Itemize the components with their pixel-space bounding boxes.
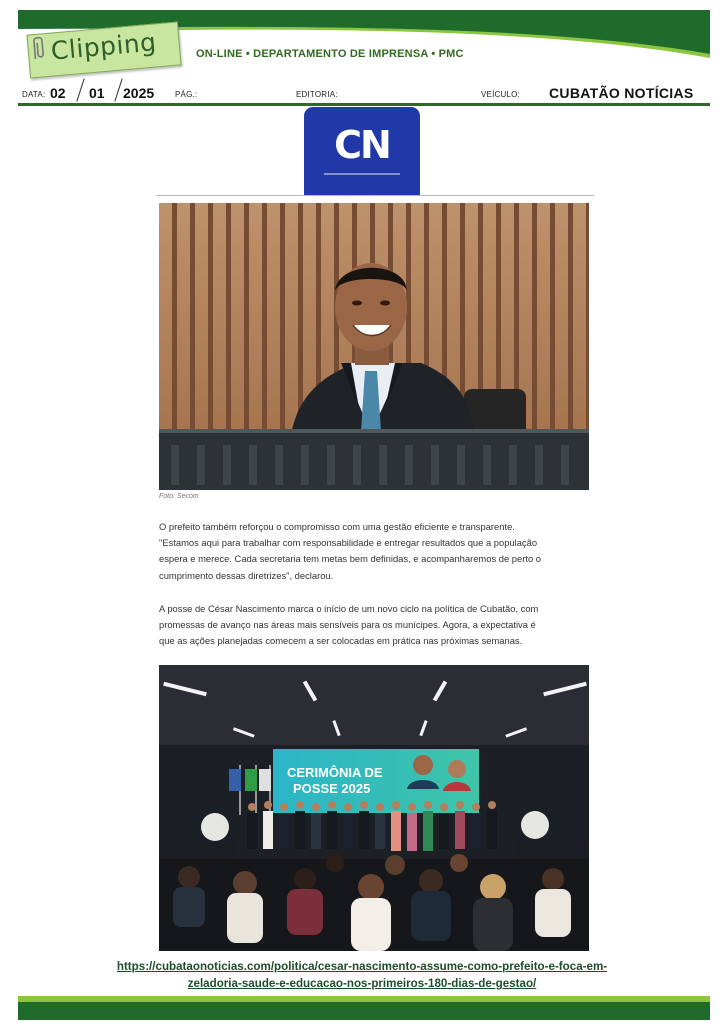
ceremony-photo bbox=[159, 665, 589, 951]
paragraph-line: que as ações planejadas comecem a ser colocadas em prática nas próximas semanas. bbox=[159, 635, 523, 647]
paragraph-line: "Estamos aqui para trabalhar com responsabilidade e entregar resultados que a população bbox=[159, 537, 538, 549]
ceremony-photo-illustration bbox=[159, 665, 589, 951]
clipping-header bbox=[18, 10, 710, 66]
veiculo-value: CUBATÃO NOTÍCIAS bbox=[549, 85, 694, 101]
veiculo-label: VEÍCULO: bbox=[481, 90, 520, 99]
department-label: ON-LINE • DEPARTAMENTO DE IMPRENSA • PMC bbox=[196, 48, 464, 60]
editoria-label: EDITORIA: bbox=[296, 90, 338, 99]
ceremony-screen-line-2: POSSE 2025 bbox=[293, 781, 371, 796]
mayor-photo bbox=[159, 203, 589, 490]
source-url-link[interactable] bbox=[40, 958, 684, 992]
date-separator bbox=[114, 78, 122, 101]
paragraph-line: O prefeito também reforçou o compromisso com uma gestão eficiente e transparente. bbox=[159, 521, 515, 532]
paragraph-line: promessas de avanço nas áreas mais sensíveis para os munícipes. Agora, a expectativa é bbox=[159, 619, 536, 631]
article-top-divider bbox=[156, 195, 594, 196]
paragraph-line: cumprimento dessas diretrizes", declarou. bbox=[159, 569, 334, 581]
cubatao-noticias-logo bbox=[304, 107, 420, 195]
clipping-meta-row bbox=[22, 82, 710, 104]
photo-caption: Foto: Secom bbox=[159, 493, 199, 500]
ceremony-screen-line-1: CERIMÔNIA DE bbox=[287, 765, 383, 780]
date-day: 02 bbox=[50, 85, 66, 101]
pag-label: PÁG.: bbox=[175, 90, 198, 99]
source-url-line-1[interactable]: https://cubataonoticias.com/politica/cesar-nascimento-assume-como-prefeito-e-foca-em- bbox=[116, 960, 608, 973]
date-separator bbox=[76, 78, 84, 101]
clipping-label: Clipping bbox=[49, 27, 158, 66]
logo-tagline-mark bbox=[324, 173, 400, 175]
source-url-line-2[interactable]: zeladoria-saude-e-educacao-nos-primeiros-180-dias-de-gestao/ bbox=[187, 977, 537, 990]
article-paragraph-1 bbox=[159, 519, 591, 584]
mayor-photo-illustration bbox=[159, 203, 589, 490]
article-paragraph-2 bbox=[159, 601, 591, 650]
date-month: 01 bbox=[89, 85, 105, 101]
meta-divider bbox=[18, 103, 710, 106]
footer-stripe-dark bbox=[18, 1002, 710, 1020]
logo-text: CN bbox=[334, 123, 390, 167]
paragraph-line: A posse de César Nascimento marca o início de um novo ciclo na política de Cubatão, com bbox=[159, 603, 539, 614]
date-year: 2025 bbox=[123, 85, 155, 101]
data-label: DATA: bbox=[22, 90, 46, 99]
paragraph-line: espera e merece. Cada secretaria tem metas bem definidas, e acompanharemos de perto o bbox=[159, 553, 541, 565]
